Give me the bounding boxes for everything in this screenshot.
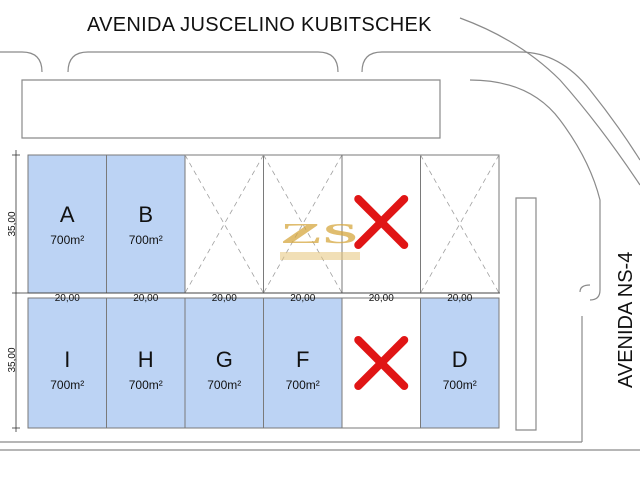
lot-letter: H [137,347,154,372]
lot-letter: D [451,347,468,372]
lot-width-label: 20,00 [368,293,394,304]
street-label-top: AVENIDA JUSCELINO KUBITSCHEK [87,14,432,36]
lot-area: 700m² [50,233,85,247]
lot-sold [342,298,421,428]
lot-outline [421,155,500,293]
lot-letter: B [138,202,154,227]
lot-letter: I [64,347,71,372]
lot-width-label: 20,00 [290,293,316,304]
lots-grid [28,155,499,428]
road-curb [580,285,590,292]
road-curb [0,52,42,72]
road-curb [362,52,640,160]
lot-b [107,155,186,293]
lot-width-label: 20,00 [133,293,159,304]
lot-letter: A [59,202,75,227]
lot-area: 700m² [128,233,163,247]
lot-area: 700m² [207,378,242,392]
lot-f [264,298,343,428]
median [22,80,440,138]
lot-area: 700m² [50,378,85,392]
lot-width-label: 20,00 [211,293,237,304]
lot-width-label: 20,00 [447,293,473,304]
lot-width-label: 20,00 [54,293,80,304]
lot-area: 700m² [128,378,163,392]
lot-area: 700m² [285,378,320,392]
watermark-banner [280,252,360,260]
depth-label-bottom: 35,00 [7,347,18,373]
lot-h [107,298,186,428]
lot-g [185,298,264,428]
lot-i [28,298,107,428]
depth-label-top: 35,00 [7,211,18,237]
lot-unavailable [185,155,264,293]
lot-outline [185,155,264,293]
lot-letter: F [296,347,310,372]
road-curb [68,52,338,72]
lot-area: 700m² [442,378,477,392]
street-label-right: AVENIDA NS-4 [615,251,637,388]
lot-a [28,155,107,293]
median [516,198,536,430]
watermark-logo [278,210,362,260]
lot-d [421,298,500,428]
watermark-text: ZS [280,219,358,250]
lot-unavailable [421,155,500,293]
lot-letter: G [215,347,233,372]
